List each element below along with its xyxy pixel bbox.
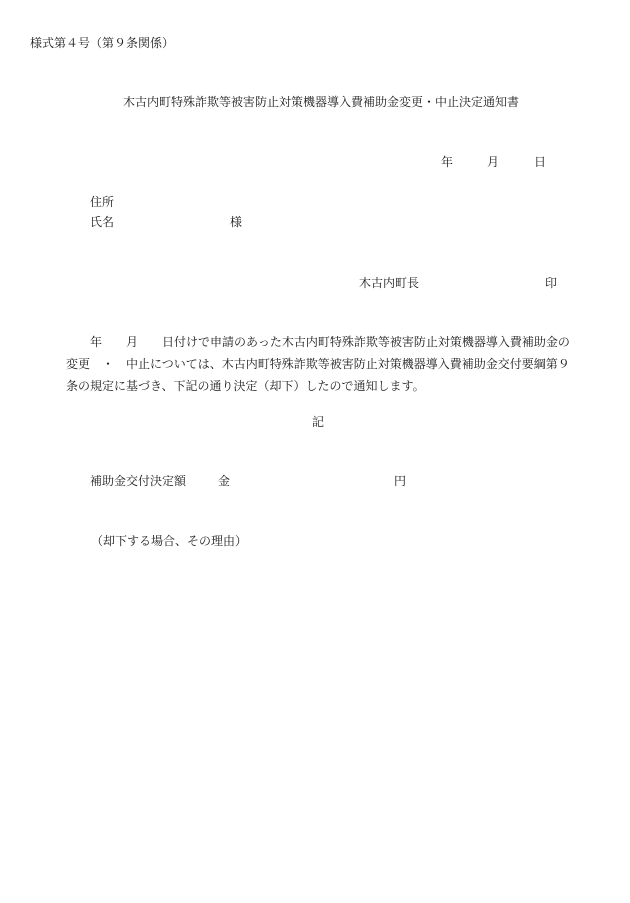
body-line-3: 条の規定に基づき、下記の通り決定（却下）したので通知します。 (66, 379, 425, 393)
ki-heading: 記 (312, 415, 325, 429)
notice-body (66, 331, 570, 397)
document-title: 木古内町特殊詐欺等被害防止対策機器導入費補助金変更・中止決定通知書 (123, 95, 520, 109)
name-label: 氏名 (90, 215, 115, 229)
form-label: 様式第４号（第９条関係） (30, 36, 175, 50)
body-line-1: 年 月 日付けで申請のあった木古内町特殊詐欺等被害防止対策機器導入費補助金の (66, 335, 570, 349)
amount-label: 補助金交付決定額 (90, 474, 187, 488)
rejection-reason-label: （却下する場合、その理由） (91, 534, 248, 548)
seal-mark: 印 (545, 276, 558, 290)
date-year: 年 (441, 155, 454, 169)
date-month: 月 (487, 155, 500, 169)
body-line-2: 変更 ・ 中止については、木古内町特殊詐欺等被害防止対策機器導入費補助金交付要綱第９ (66, 357, 570, 371)
address-label: 住所 (90, 195, 115, 209)
amount-yen: 円 (394, 474, 407, 488)
honorific-sama: 様 (230, 215, 243, 229)
issuer-name: 木古内町長 (359, 276, 420, 290)
date-day: 日 (534, 155, 547, 169)
amount-kin: 金 (218, 474, 231, 488)
